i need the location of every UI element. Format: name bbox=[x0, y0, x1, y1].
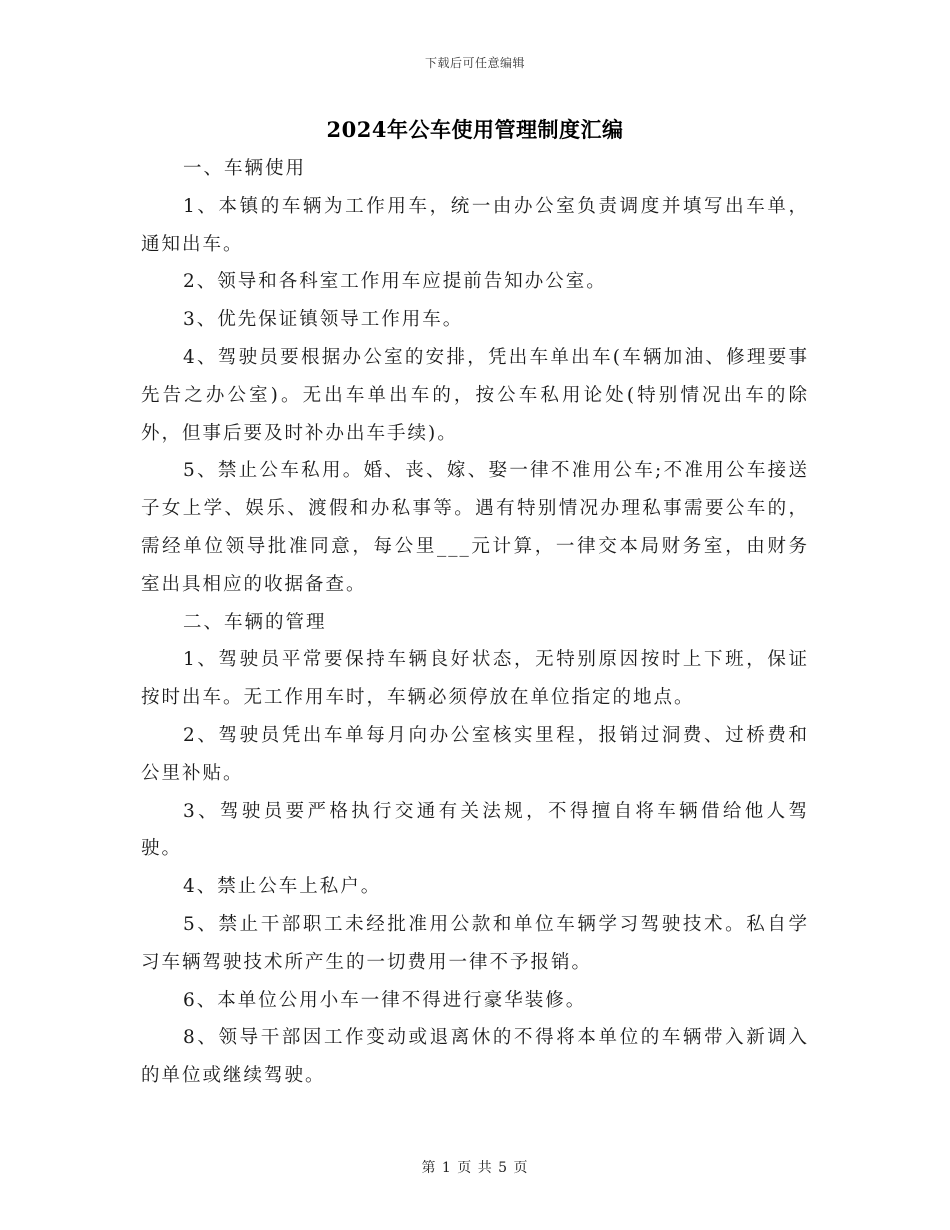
paragraph: 4、驾驶员要根据办公室的安排，凭出车单出车(车辆加油、修理要事先告之办公室)。无出车单出车的，按公车私用论处(特别情况出车的除外，但事后要及时补办出车手续)。 bbox=[141, 346, 809, 444]
paragraph: 6、本单位公用小车一律不得进行豪华装修。 bbox=[183, 989, 587, 1011]
paragraph: 2、驾驶员凭出车单每月向办公室核实里程，报销过洞费、过桥费和公里补贴。 bbox=[141, 724, 809, 784]
page-number: 第 1 页 共 5 页 bbox=[421, 1160, 529, 1176]
section-heading: 二、车辆的管理 bbox=[183, 611, 327, 633]
page-header: 下载后可任意编辑 bbox=[424, 56, 525, 70]
document-title: 2024年公车使用管理制度汇编 bbox=[326, 117, 624, 142]
paragraph: 3、优先保证镇领导工作用车。 bbox=[183, 309, 464, 331]
paragraph: 1、本镇的车辆为工作用车，统一由办公室负责调度并填写出车单，通知出车。 bbox=[141, 195, 809, 255]
document-body bbox=[141, 150, 809, 1095]
paragraph: 4、禁止公车上私户。 bbox=[183, 876, 382, 898]
section-heading: 一、车辆使用 bbox=[183, 158, 307, 179]
paragraph: 3、驾驶员要严格执行交通有关法规，不得擅自将车辆借给他人驾驶。 bbox=[141, 800, 809, 860]
paragraph: 8、领导干部因工作变动或退离休的不得将本单位的车辆带入新调入的单位或继续驾驶。 bbox=[141, 1027, 809, 1087]
paragraph: 1、驾驶员平常要保持车辆良好状态，无特别原因按时上下班，保证按时出车。无工作用车时，车辆必须停放在单位指定的地点。 bbox=[141, 649, 809, 709]
paragraph: 2、领导和各科室工作用车应提前告知办公室。 bbox=[183, 271, 607, 293]
paragraph: 5、禁止干部职工未经批准用公款和单位车辆学习驾驶技术。私自学习车辆驾驶技术所产生的一切费用一律不予报销。 bbox=[141, 913, 809, 973]
paragraph: 5、禁止公车私用。婚、丧、嫁、娶一律不准用公车;不准用公车接送子女上学、娱乐、渡假和办私事等。遇有特别情况办理私事需要公车的，需经单位领导批准同意，每公里___元计算，一律交本局财务室，由财务室出具相应的收据备查。 bbox=[141, 460, 809, 595]
